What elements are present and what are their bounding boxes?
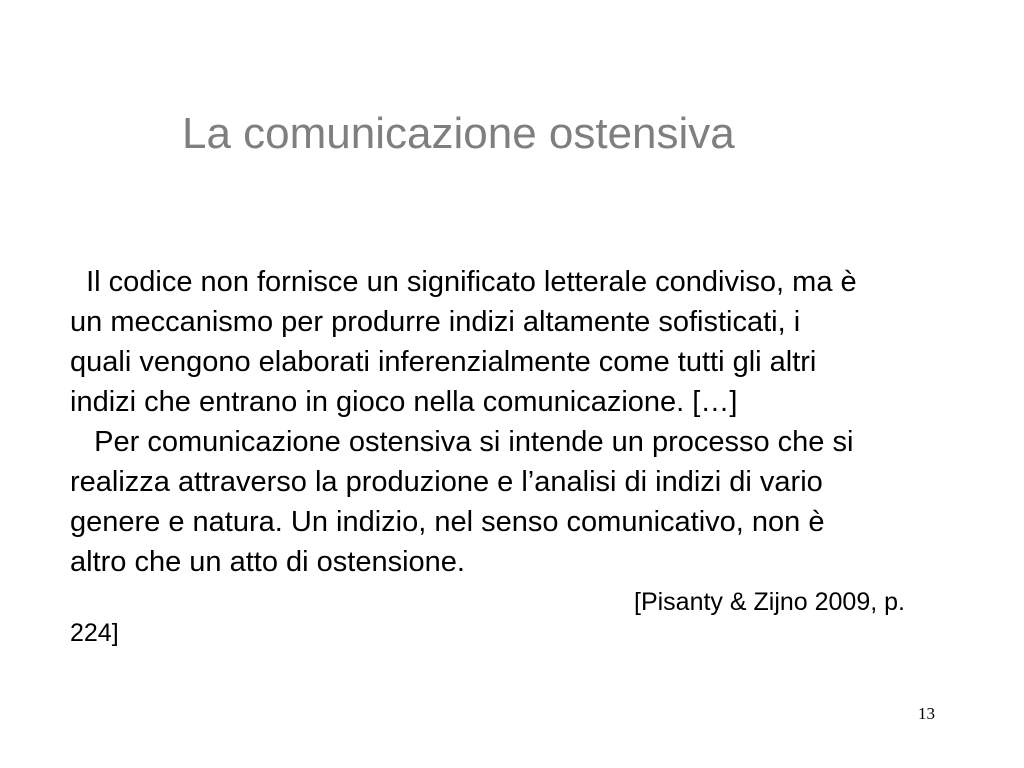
quote-line: quali vengono elaborati inferenzialmente come tutti gli altri [70, 346, 817, 378]
quote-line: indizi che entrano in gioco nella comunicazione. […] [70, 386, 738, 418]
quote-line: un meccanismo per produrre indizi altamente sofisticati, i [70, 306, 801, 338]
quote-line: Per comunicazione ostensiva si intende un processo che si [70, 426, 854, 458]
quote-line: realizza attraverso la produzione e l’analisi di indizi di vario [70, 466, 823, 498]
citation-source: [Pisanty & Zijno 2009, p. [634, 588, 905, 616]
quote-line: altro che un atto di ostensione. [70, 546, 465, 578]
slide-title: La comunicazione ostensiva [182, 109, 735, 158]
quote-line: Il codice non fornisce un significato letterale condiviso, ma è [70, 266, 857, 298]
citation-page: 224] [70, 619, 119, 647]
page-number: 13 [918, 704, 935, 723]
quote-line: genere e natura. Un indizio, nel senso comunicativo, non è [70, 506, 825, 538]
quote-body [70, 262, 970, 582]
